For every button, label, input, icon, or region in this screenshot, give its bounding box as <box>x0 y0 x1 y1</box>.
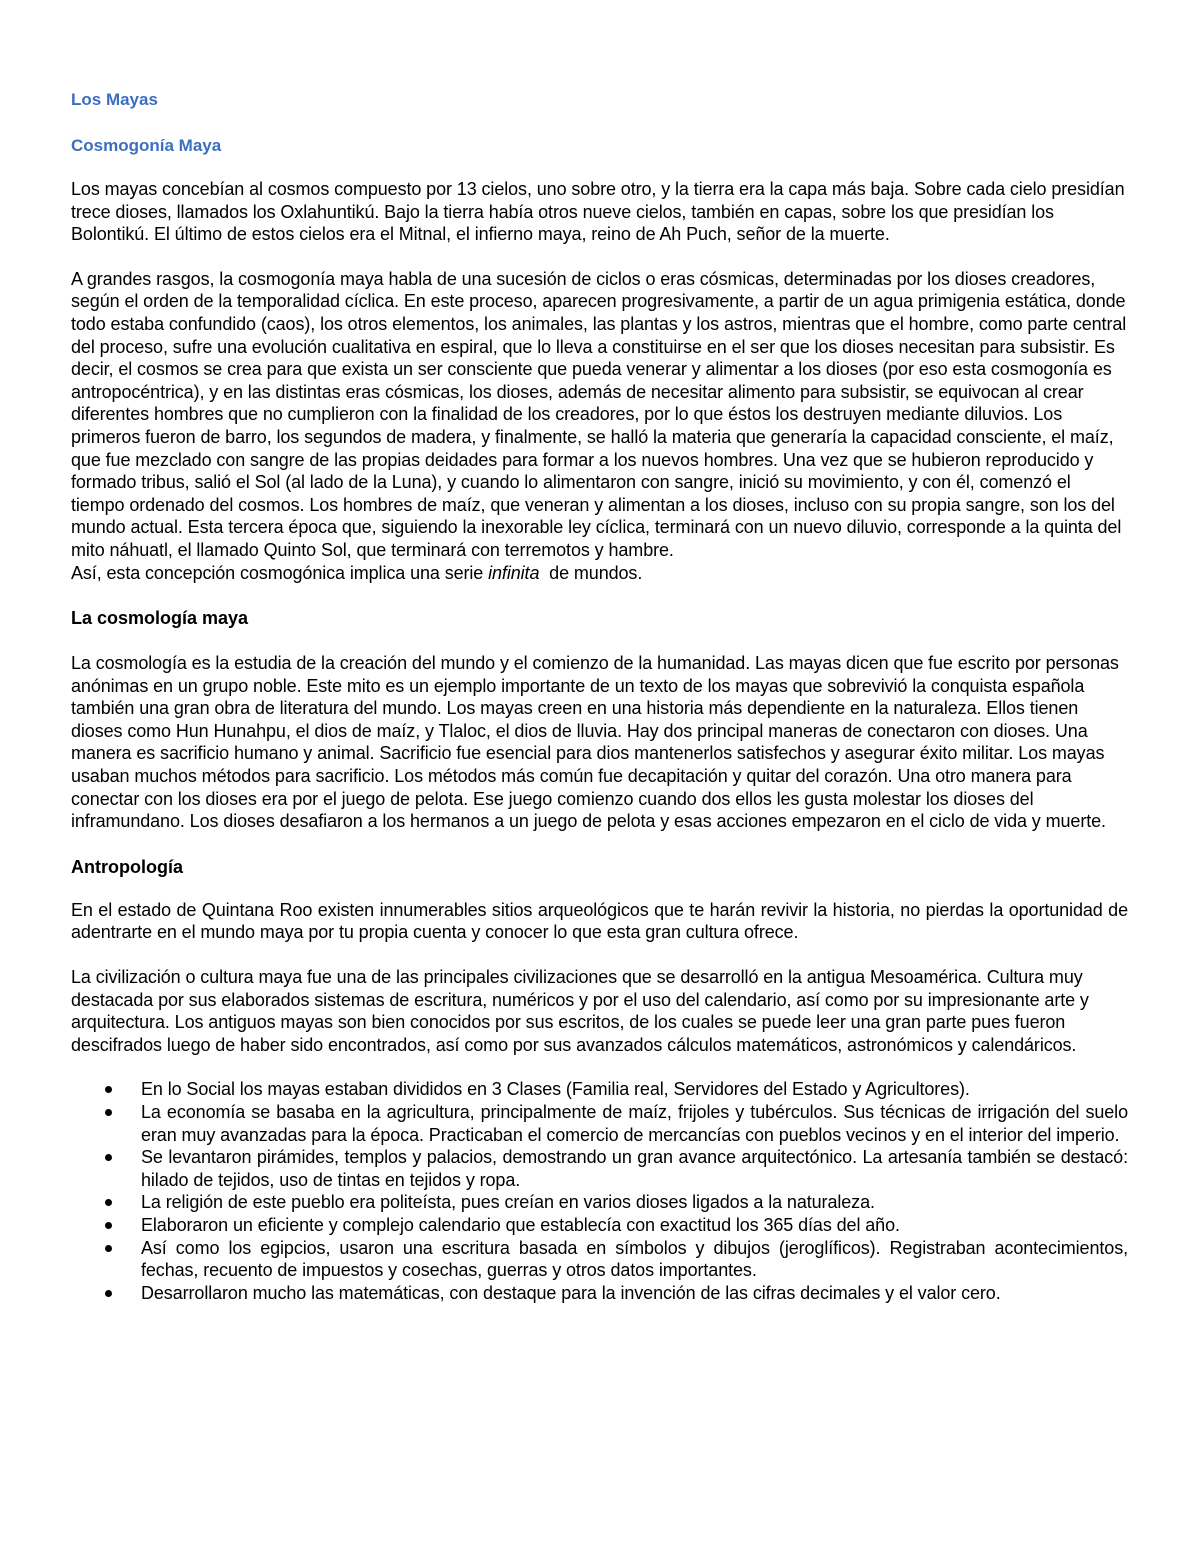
list-item-text: En lo Social los mayas estaban divididos en 3 Clases (Familia real, Servidores del Estado y Agricultores). <box>141 1079 970 1100</box>
paragraph-civilizacion: La civilización o cultura maya fue una de las principales civilizaciones que se desarrolló en la antigua Mesoamérica. Cultura muy destacada por sus elaborados sistemas de escritura, numéricos y por el uso del calendario, así como por su impresionante arte y arquitectura. Los antiguos mayas son bien conocidos por sus escritos, de los cuales se puede leer una gran parte pues fueron descifrados luego de haber sido encontrados, así como por sus avanzados cálculos matemáticos, astronómicos y calendáricos. <box>71 967 1089 1055</box>
paragraph-cosmogonia-2-body: A grandes rasgos, la cosmogonía maya habla de una sucesión de ciclos o eras cósmicas, determinadas por los dioses creadores, según el orden de la temporalidad cíclica. En este proceso, aparecen progresivamente, a partir de un agua primigenia estática, donde todo estaba confundido (caos), los otros elementos, los animales, las plantas y los astros, mientras que el hombre, como parte central del proceso, sufre una evolución cualitativa en espiral, que lo lleva a constituirse en el ser que los dioses necesitan para subsistir. Es decir, el cosmos se crea para que exista un ser consciente que pueda venerar y alimentar a los dioses (por eso esta cosmogonía es antropocéntrica), y en las distintas eras cósmicas, los dioses, además de necesitar alimento para subsistir, se equivocan al crear diferentes hombres que no cumplieron con la finalidad de los creadores, por lo que éstos los destruyen mediante diluvios. Los primeros fueron de barro, los segundos de madera, y finalmente, se halló la materia que generaría la capacidad consciente, el maíz, que fue mezclado con sangre de las propias deidades para formar a los nuevos hombres. Una vez que se hubieron reproducido y formado tribus, salió el Sol (al lado de la Luna), y cuando lo alimentaron con sangre, inició su movimiento, y con él, comenzó el tiempo ordenado del cosmos. Los hombres de maíz, que veneran y alimentan a los dioses, incluso con su propia sangre, son los del mundo actual. Esta tercera época que, siguiendo la inexorable ley cíclica, terminará con un nuevo diluvio, corresponde a la quinta del mito náhuatl, el llamado Quinto Sol, que terminará con terremotos y hambre. <box>71 268 1127 560</box>
paragraph-quintana-roo: En el estado de Quintana Roo existen innumerables sitios arqueológicos que te harán revivir la historia, no pierdas la oportunidad de adentrarte en el mundo maya por tu propia cuenta y conocer lo que esta gran cultura ofrece. <box>71 899 1128 943</box>
bullet-icon <box>105 1086 112 1093</box>
italic-word: infinita <box>488 562 540 583</box>
list-item-text: La religión de este pueblo era politeísta, pues creían en varios dioses ligados a la naturaleza. <box>141 1192 875 1213</box>
bullet-icon <box>105 1154 112 1161</box>
list-item-text: Elaboraron un eficiente y complejo calendario que establecía con exactitud los 365 días del año. <box>141 1214 900 1235</box>
list-item <box>71 1237 1128 1282</box>
paragraph-cosmogonia-1: Los mayas concebían al cosmos compuesto por 13 cielos, uno sobre otro, y la tierra era la capa más baja. Sobre cada cielo presidían trece dioses, llamados los Oxlahuntikú. Bajo la tierra había otros nueve cielos, también en capas, sobre los que presidían los Bolontikú. El último de estos cielos era el Mitnal, el infierno maya, reino de Ah Puch, señor de la muerte. <box>71 179 1125 245</box>
list-item <box>71 1101 1128 1146</box>
bullet-icon <box>105 1109 112 1116</box>
list-item-text: La economía se basaba en la agricultura, principalmente de maíz, frijoles y tubérculos. Sus técnicas de irrigación del suelo eran muy avanzadas para la época. Practicaban el comercio de mercancías con pueblos vecinos y en el interior del imperio. <box>141 1102 1128 1145</box>
list-item-text: Se levantaron pirámides, templos y palacios, demostrando un gran avance arquitectónico. La artesanía también se destacó: hilado de tejidos, uso de tintas en tejidos y ropa. <box>141 1147 1128 1190</box>
bullet-icon <box>105 1245 112 1252</box>
section-heading-cosmogonia: Cosmogonía Maya <box>71 136 222 155</box>
list-item <box>71 1146 1128 1191</box>
bullet-icon <box>105 1222 112 1229</box>
paragraph-cosmogonia-2-end: de mundos. <box>539 562 643 583</box>
document-title: Los Mayas <box>71 90 158 109</box>
paragraph-cosmogonia-2-closing: Así, esta concepción cosmogónica implica una serie <box>71 562 489 583</box>
list-item <box>71 1214 1128 1237</box>
bullet-icon <box>105 1290 112 1297</box>
paragraph-cosmogonia-2 <box>71 268 1128 584</box>
bullet-list <box>71 1078 1128 1304</box>
section-heading-cosmologia: La cosmología maya <box>71 608 249 629</box>
paragraph-cosmologia: La cosmología es la estudia de la creación del mundo y el comienzo de la humanidad. Las mayas dicen que fue escrito por personas anónimas en un grupo noble. Este mito es un ejemplo importante de un texto de los mayas que sobrevivió la conquista española también una gran obra de literatura del mundo. Los mayas creen en una historia más dependiente en la naturaleza. Ellos tienen dioses como Hun Hunahpu, el dios de maíz, y Tlaloc, el dios de lluvia. Hay dos principal maneras de conectaron con dioses. Una manera es sacrificio humano y animal. Sacrificio fue esencial para dios mantenerlos satisfechos y asegurar éxito militar. Los mayas usaban muchos métodos para sacrificio. Los métodos más común fue decapitación y quitar del corazón. Una otro manera para conectar con los dioses era por el juego de pelota. Ese juego comienzo cuando dos ellos les gusta molestar los dioses del inframundano. Los dioses desafiaron a los hermanos a un juego de pelota y esas acciones empezaron en el ciclo de vida y muerte. <box>71 653 1119 832</box>
section-heading-antropologia: Antropología <box>71 856 183 877</box>
list-item-text: Así como los egipcios, usaron una escritura basada en símbolos y dibujos (jeroglíficos). Registraban acontecimientos, fechas, recuento de impuestos y cosechas, guerras y otros datos importantes. <box>141 1237 1128 1281</box>
list-item <box>71 1078 1128 1101</box>
list-item-text: Desarrollaron mucho las matemáticas, con destaque para la invención de las cifras decimales y el valor cero. <box>141 1282 1001 1303</box>
list-item <box>71 1191 1128 1214</box>
list-item <box>71 1282 1128 1305</box>
bullet-icon <box>105 1199 112 1206</box>
